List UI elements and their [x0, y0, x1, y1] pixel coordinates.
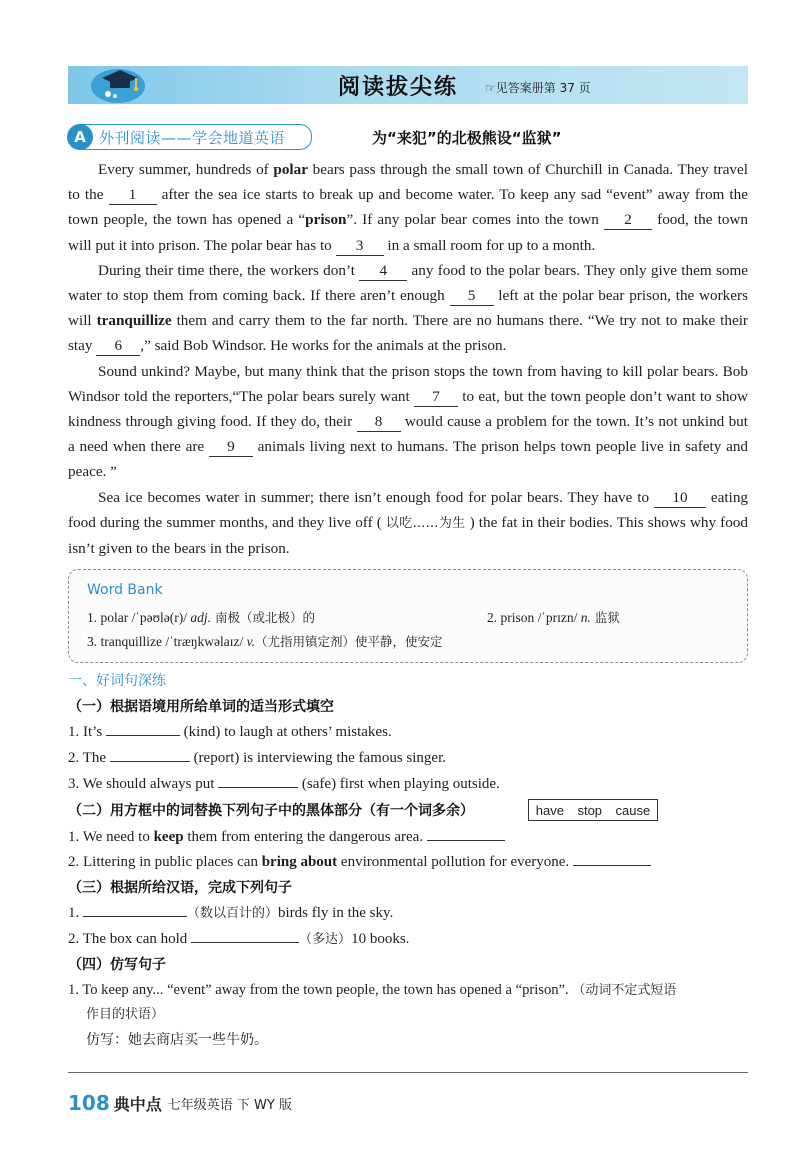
- text: 1. We need to: [68, 829, 154, 845]
- part3-question-1: [68, 902, 393, 922]
- text: 1.: [68, 905, 83, 921]
- page-title: 阅读拔尖练: [338, 75, 459, 100]
- paragraph-1: [68, 157, 748, 258]
- bold-word: polar: [273, 161, 308, 178]
- article-title: 为“来犯”的北极熊设“监狱”: [372, 129, 562, 147]
- part-of-speech: adj.: [190, 610, 212, 625]
- paragraph-2: [68, 258, 748, 359]
- text: any food to the polar bears. They only give them some water to stop them from coming back. If there aren’t enough: [68, 261, 749, 305]
- imitation-prompt: 仿写：她去商店买一些牛奶。: [86, 1032, 268, 1048]
- text: 1. It’s: [68, 724, 106, 740]
- word-bank-item-polar: [87, 608, 315, 626]
- text: 2. prison /ˈprɪzn/: [487, 610, 581, 625]
- text: birds fly in the sky.: [278, 905, 394, 921]
- page-footer: [68, 1091, 292, 1115]
- text: would cause a problem for the town. It’s not unkind but a need when there are: [68, 413, 748, 456]
- reading-passage: [68, 157, 748, 561]
- answer-blank[interactable]: [110, 747, 190, 762]
- chinese-gloss: 以吃……为生: [385, 515, 466, 531]
- part1-question-1: [68, 721, 392, 741]
- part2-title: （二）用方框中的词替换下列句子中的黑体部分（有一个词多余）: [68, 803, 474, 819]
- brand-logo: 典中点: [113, 1094, 162, 1114]
- text: 2. The: [68, 750, 110, 766]
- part-of-speech: n.: [580, 610, 591, 625]
- part1-title: （一）根据语境用所给单词的适当形式填空: [68, 699, 334, 715]
- word-option-stop: stop: [577, 802, 603, 818]
- exercise-heading: 一、好词句深练: [68, 673, 166, 689]
- text: animals living next to humans. The prison helps town people live in safety and peace. ”: [68, 438, 749, 481]
- part-of-speech: v.: [246, 634, 256, 649]
- text: after the sea ice starts to break up and become water. To keep any sad “event” away from the town people, the town has opened a “: [68, 186, 748, 229]
- text: left at the polar bear prison, the workers will: [68, 287, 748, 330]
- part3-question-2: [68, 928, 409, 948]
- answer-reference: ☞见答案册第 37 页: [485, 81, 591, 95]
- chinese-meaning: 监狱: [590, 610, 620, 625]
- text: to eat, but the town people don’t want to show kindness through giving food. If they do, their: [68, 387, 748, 431]
- paragraph-3: [68, 359, 748, 485]
- text: environmental pollution for everyone.: [337, 854, 573, 870]
- blank-5[interactable]: 5: [450, 287, 494, 306]
- text: 3. tranquillize /ˈtræŋkwəlaɪz/: [87, 634, 247, 649]
- text: (kind) to laugh at others’ mistakes.: [179, 724, 392, 740]
- part1-question-2: [68, 747, 446, 767]
- word-bank-title: Word Bank: [87, 582, 163, 598]
- blank-4[interactable]: 4: [359, 262, 407, 281]
- text: (report) is interviewing the famous singer.: [189, 750, 446, 766]
- text: 10 books.: [351, 931, 410, 947]
- page-number: 108: [68, 1091, 110, 1115]
- text: 1. polar /ˈpəʊlə(r)/: [87, 610, 191, 625]
- word-option-cause: cause: [615, 802, 651, 818]
- text: them from entering the dangerous area.: [183, 829, 427, 845]
- chinese-meaning: 南极（或北极）的: [211, 610, 315, 625]
- part1-question-3: [68, 773, 500, 793]
- bold-word: tranquillize: [96, 312, 172, 330]
- chinese-meaning: （尤指用镇定剂）使平静，使安定: [255, 634, 443, 649]
- text: 1. To keep any... “event” away from the town people, the town has opened a “prison”.: [68, 982, 573, 998]
- part3-title: （三）根据所给汉语，完成下列句子: [68, 880, 292, 896]
- part4-note-continued: [86, 1003, 164, 1023]
- text: (safe) first when playing outside.: [298, 776, 500, 792]
- text: ”. If any polar bear comes into the town: [346, 211, 605, 229]
- text: 3. We should always put: [68, 776, 219, 792]
- part2-question-2: [68, 851, 651, 871]
- text: bears pass through the small town of Churchill in Canada. They travel to the: [68, 161, 748, 204]
- section-label-text: 外刊阅读——学会地道英语: [99, 128, 286, 147]
- section-a-icon: A: [67, 124, 93, 150]
- part4-imitate: [86, 1029, 268, 1049]
- word-option-have: have: [535, 802, 564, 818]
- answer-blank[interactable]: [106, 721, 180, 736]
- section-label: [68, 124, 312, 150]
- blank-3[interactable]: 3: [336, 237, 384, 256]
- text: Sound unkind? Maybe, but many think that the prison stops the town from having to kill polar bears. Bob Windsor told the reporters,“The polar bears surely want: [68, 362, 748, 405]
- text: them and carry them to the far north. There are no humans there. “We try not to make their stay: [68, 312, 748, 355]
- blank-10[interactable]: 10: [654, 489, 706, 508]
- book-title: 七年级英语 下 WY 版: [167, 1097, 292, 1113]
- text: eating food during the summer months, and they live off (: [68, 488, 749, 531]
- text: During their time there, the workers don’t: [98, 261, 360, 279]
- text: ) the fat in their bodies. This shows why food isn’t given to the bears in the prison.: [68, 513, 748, 558]
- text: Sea ice becomes water in summer; there isn’t enough food for polar bears. They have to: [98, 488, 654, 506]
- text: Every summer, hundreds of: [98, 161, 274, 178]
- grammar-note: （动词不定式短语: [572, 983, 677, 998]
- graduation-cap-icon: [88, 56, 148, 104]
- blank-6[interactable]: 6: [96, 337, 140, 356]
- footer-divider: [68, 1072, 748, 1073]
- text: 2. Littering in public places can: [68, 854, 262, 870]
- chinese-hint: （数以百计的）: [187, 906, 279, 921]
- chinese-hint: （多达）: [299, 932, 352, 947]
- text: ,” said Bob Windsor. He works for the animals at the prison.: [140, 337, 507, 355]
- grammar-note: 作目的状语）: [86, 1007, 165, 1022]
- part4-question-1: [68, 979, 676, 999]
- answer-blank[interactable]: [573, 851, 651, 866]
- blank-1[interactable]: 1: [109, 186, 157, 205]
- answer-blank[interactable]: [218, 773, 298, 788]
- bold-word: prison: [305, 211, 347, 229]
- answer-blank[interactable]: [83, 902, 187, 917]
- bold-phrase: bring about: [261, 854, 338, 870]
- part2-question-1: [68, 826, 505, 846]
- part4-title: （四）仿写句子: [68, 957, 166, 973]
- blank-2[interactable]: 2: [604, 211, 652, 230]
- blank-7[interactable]: 7: [414, 388, 458, 407]
- word-bank-item-prison: [487, 608, 620, 626]
- blank-8[interactable]: 8: [357, 413, 401, 432]
- word-bank: [68, 569, 748, 663]
- word-bank-item-tranquillize: [87, 632, 443, 650]
- answer-blank[interactable]: [191, 928, 299, 943]
- text: food, the town will put it into prison. The polar bear has to: [68, 211, 748, 254]
- text: 2. The box can hold: [68, 931, 192, 947]
- word-choice-box: [528, 799, 658, 821]
- blank-9[interactable]: 9: [209, 438, 253, 457]
- bold-phrase: keep: [153, 829, 184, 845]
- text: in a small room for up to a month.: [383, 236, 596, 254]
- paragraph-4: [68, 485, 748, 562]
- answer-blank[interactable]: [427, 826, 505, 841]
